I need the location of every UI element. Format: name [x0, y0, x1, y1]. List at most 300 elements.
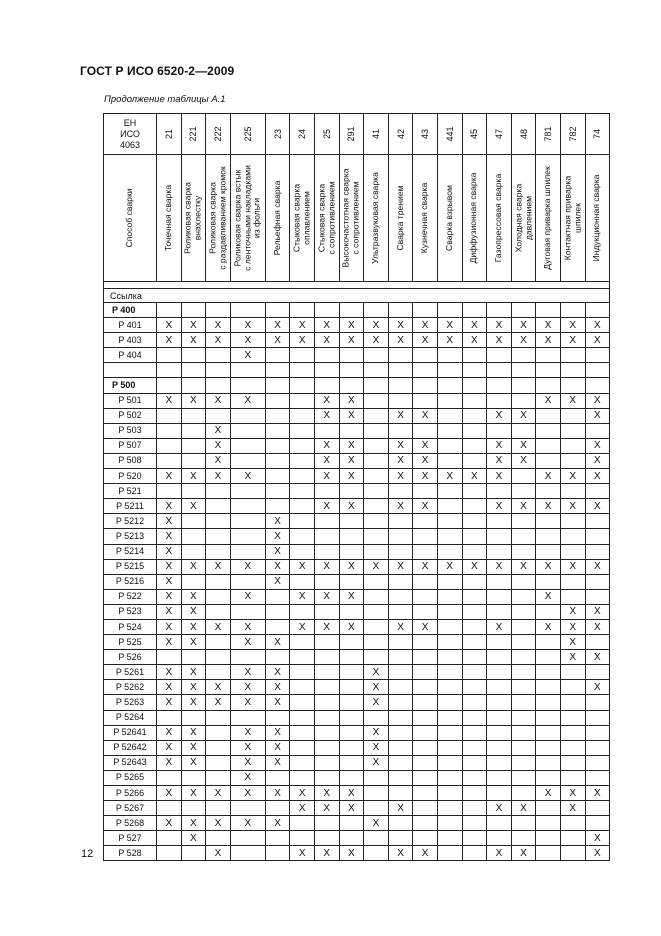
- applicability-mark: X: [520, 455, 527, 467]
- applicability-cell: [206, 801, 231, 816]
- applicability-cell: [206, 786, 231, 801]
- applicability-mark: X: [244, 757, 252, 769]
- reference-code: P 401: [104, 318, 157, 333]
- applicability-mark: X: [520, 319, 527, 331]
- applicability-cell: [206, 680, 231, 695]
- applicability-cell: [314, 695, 339, 710]
- applicability-cell: [487, 469, 512, 484]
- applicability-cell: [230, 438, 265, 453]
- applicability-cell: [585, 514, 610, 529]
- applicability-cell: [339, 529, 364, 544]
- applicability-cell: [181, 740, 206, 755]
- applicability-cell: [339, 665, 364, 680]
- applicability-cell: [536, 619, 561, 634]
- applicability-cell: [388, 559, 413, 574]
- applicability-cell: [181, 544, 206, 559]
- applicability-cell: [157, 529, 182, 544]
- applicability-mark: X: [214, 470, 222, 482]
- applicability-mark: X: [274, 636, 281, 648]
- applicability-cell: [413, 484, 438, 499]
- applicability-cell: [339, 680, 364, 695]
- applicability-cell: [511, 770, 536, 785]
- applicability-cell: [157, 348, 182, 363]
- applicability-mark: X: [520, 334, 527, 346]
- applicability-cell: [290, 469, 315, 484]
- process-name-cell: [437, 155, 462, 282]
- applicability-mark: X: [397, 319, 404, 331]
- process-name-line: Высокочастотная сварка: [340, 168, 351, 268]
- applicability-cell: [314, 680, 339, 695]
- applicability-cell: [437, 846, 462, 861]
- process-name-cell: [487, 155, 512, 282]
- applicability-cell: [388, 378, 413, 393]
- applicability-cell: [487, 589, 512, 604]
- process-name-line: из фольги: [251, 197, 262, 239]
- applicability-cell: [157, 665, 182, 680]
- applicability-cell: [314, 469, 339, 484]
- applicability-cell: [230, 514, 265, 529]
- reference-code: [104, 363, 157, 378]
- applicability-cell: [585, 665, 610, 680]
- applicability-mark: X: [165, 696, 173, 708]
- applicability-cell: [364, 469, 389, 484]
- applicability-cell: [339, 318, 364, 333]
- applicability-cell: [339, 363, 364, 378]
- standard-label-line: ИСО: [120, 128, 140, 139]
- applicability-mark: X: [348, 561, 355, 573]
- applicability-cell: [560, 831, 585, 846]
- applicability-mark: X: [495, 455, 503, 467]
- applicability-cell: [487, 408, 512, 423]
- applicability-cell: [413, 363, 438, 378]
- applicability-cell: [487, 363, 512, 378]
- applicability-cell: [511, 514, 536, 529]
- applicability-cell: [462, 514, 487, 529]
- applicability-cell: [230, 469, 265, 484]
- applicability-cell: [181, 514, 206, 529]
- applicability-mark: X: [348, 802, 355, 814]
- applicability-cell: [265, 544, 290, 559]
- process-code: 225: [242, 126, 253, 142]
- applicability-mark: X: [544, 319, 552, 331]
- process-code: 45: [469, 128, 480, 140]
- applicability-mark: X: [190, 334, 197, 346]
- process-code-cell: [314, 114, 339, 155]
- applicability-cell: [339, 710, 364, 725]
- applicability-cell: [364, 348, 389, 363]
- applicability-cell: [487, 650, 512, 665]
- applicability-cell: [413, 755, 438, 770]
- applicability-mark: X: [421, 440, 429, 452]
- applicability-mark: X: [165, 500, 173, 512]
- applicability-mark: X: [214, 561, 222, 573]
- applicability-cell: [437, 574, 462, 589]
- applicability-cell: [560, 514, 585, 529]
- applicability-cell: [511, 831, 536, 846]
- applicability-cell: [413, 650, 438, 665]
- applicability-cell: [560, 710, 585, 725]
- applicability-mark: X: [397, 802, 404, 814]
- applicability-cell: [314, 544, 339, 559]
- applicability-cell: [206, 423, 231, 438]
- applicability-cell: [290, 650, 315, 665]
- applicability-cell: [230, 303, 265, 318]
- applicability-cell: [437, 363, 462, 378]
- reference-code: P 525: [104, 635, 157, 650]
- applicability-cell: [290, 589, 315, 604]
- applicability-mark: X: [244, 591, 252, 603]
- applicability-mark: X: [397, 410, 404, 422]
- applicability-cell: [157, 574, 182, 589]
- applicability-cell: [290, 665, 315, 680]
- applicability-cell: [511, 544, 536, 559]
- applicability-cell: [585, 589, 610, 604]
- applicability-cell: [536, 514, 561, 529]
- table-row: [104, 423, 610, 438]
- applicability-cell: [265, 393, 290, 408]
- table-row: [104, 725, 610, 740]
- applicability-cell: [181, 770, 206, 785]
- applicability-mark: X: [544, 591, 552, 603]
- applicability-mark: X: [348, 410, 355, 422]
- applicability-cell: [413, 604, 438, 619]
- spacer-cell: [104, 282, 610, 289]
- process-name: [293, 184, 312, 252]
- process-name: [164, 185, 174, 251]
- applicability-cell: [487, 378, 512, 393]
- applicability-cell: [206, 574, 231, 589]
- applicability-mark: X: [165, 515, 173, 527]
- applicability-cell: [290, 544, 315, 559]
- applicability-cell: [437, 393, 462, 408]
- applicability-cell: [585, 453, 610, 468]
- process-code: 782: [567, 126, 578, 142]
- process-code-cell: [511, 114, 536, 155]
- applicability-mark: X: [214, 817, 222, 829]
- applicability-cell: [364, 650, 389, 665]
- applicability-cell: [206, 740, 231, 755]
- applicability-cell: [181, 348, 206, 363]
- applicability-cell: [314, 816, 339, 831]
- applicability-cell: [560, 333, 585, 348]
- applicability-mark: X: [190, 817, 197, 829]
- process-code-cell: [536, 114, 561, 155]
- applicability-cell: [511, 725, 536, 740]
- applicability-cell: [265, 574, 290, 589]
- applicability-cell: [265, 303, 290, 318]
- applicability-cell: [560, 846, 585, 861]
- applicability-mark: X: [470, 334, 478, 346]
- applicability-cell: [314, 393, 339, 408]
- applicability-mark: X: [244, 772, 252, 784]
- applicability-mark: X: [421, 470, 429, 482]
- applicability-cell: [364, 846, 389, 861]
- applicability-mark: X: [190, 787, 197, 799]
- applicability-cell: [413, 393, 438, 408]
- applicability-cell: [585, 755, 610, 770]
- applicability-cell: [230, 544, 265, 559]
- applicability-cell: [388, 695, 413, 710]
- applicability-cell: [181, 469, 206, 484]
- applicability-cell: [157, 423, 182, 438]
- applicability-cell: [339, 499, 364, 514]
- applicability-mark: X: [520, 410, 527, 422]
- applicability-mark: X: [323, 802, 331, 814]
- applicability-mark: X: [214, 847, 222, 859]
- applicability-cell: [413, 801, 438, 816]
- applicability-cell: [157, 318, 182, 333]
- applicability-mark: X: [165, 742, 173, 754]
- applicability-cell: [462, 574, 487, 589]
- applicability-mark: X: [323, 500, 331, 512]
- applicability-mark: X: [190, 832, 197, 844]
- applicability-mark: X: [348, 591, 355, 603]
- applicability-cell: [487, 574, 512, 589]
- applicability-cell: [536, 635, 561, 650]
- applicability-mark: X: [593, 319, 601, 331]
- applicability-cell: [181, 665, 206, 680]
- applicability-mark: X: [593, 500, 601, 512]
- applicability-cell: [388, 740, 413, 755]
- applicability-cell: [181, 831, 206, 846]
- applicability-mark: X: [520, 440, 527, 452]
- applicability-mark: X: [372, 561, 380, 573]
- applicability-cell: [437, 423, 462, 438]
- process-name-line: с раздавливанием кромок: [216, 166, 227, 270]
- applicability-cell: [487, 529, 512, 544]
- applicability-mark: X: [593, 455, 601, 467]
- applicability-mark: X: [397, 440, 404, 452]
- applicability-mark: X: [214, 621, 222, 633]
- applicability-cell: [181, 635, 206, 650]
- applicability-cell: [585, 559, 610, 574]
- process-code-cell: [339, 114, 364, 155]
- applicability-cell: [339, 604, 364, 619]
- applicability-cell: [157, 846, 182, 861]
- applicability-cell: [314, 514, 339, 529]
- standard-label-line: ЕН: [123, 117, 137, 128]
- applicability-cell: [413, 348, 438, 363]
- process-code: 441: [444, 126, 455, 142]
- applicability-cell: [388, 604, 413, 619]
- applicability-cell: [339, 695, 364, 710]
- applicability-cell: [536, 680, 561, 695]
- applicability-cell: [388, 725, 413, 740]
- applicability-cell: [413, 770, 438, 785]
- applicability-cell: [364, 318, 389, 333]
- applicability-cell: [339, 725, 364, 740]
- reference-code: P 5212: [104, 514, 157, 529]
- applicability-cell: [206, 816, 231, 831]
- applicability-cell: [462, 710, 487, 725]
- applicability-cell: [265, 438, 290, 453]
- applicability-cell: [462, 499, 487, 514]
- applicability-mark: X: [372, 666, 380, 678]
- applicability-mark: X: [569, 319, 577, 331]
- applicability-mark: X: [274, 319, 281, 331]
- applicability-cell: [536, 846, 561, 861]
- applicability-cell: [181, 303, 206, 318]
- applicability-cell: [206, 484, 231, 499]
- applicability-cell: [364, 816, 389, 831]
- applicability-mark: X: [421, 561, 429, 573]
- applicability-cell: [560, 303, 585, 318]
- applicability-cell: [265, 635, 290, 650]
- applicability-cell: [388, 348, 413, 363]
- applicability-cell: [388, 831, 413, 846]
- applicability-mark: X: [593, 470, 601, 482]
- applicability-cell: [230, 846, 265, 861]
- applicability-cell: [265, 318, 290, 333]
- applicability-cell: [585, 574, 610, 589]
- applicability-cell: [181, 559, 206, 574]
- applicability-mark: X: [446, 470, 454, 482]
- applicability-cell: [388, 680, 413, 695]
- applicability-cell: [230, 423, 265, 438]
- applicability-cell: [290, 408, 315, 423]
- applicability-mark: X: [165, 395, 173, 407]
- applicability-cell: [206, 619, 231, 634]
- applicability-cell: [560, 423, 585, 438]
- applicability-cell: [437, 559, 462, 574]
- applicability-cell: [181, 378, 206, 393]
- process-name-line: Сварка взрывом: [443, 185, 454, 251]
- applicability-mark: X: [165, 561, 173, 573]
- applicability-cell: [206, 499, 231, 514]
- applicability-cell: [585, 801, 610, 816]
- applicability-cell: [511, 499, 536, 514]
- applicability-cell: [290, 363, 315, 378]
- applicability-cell: [265, 378, 290, 393]
- applicability-cell: [314, 559, 339, 574]
- applicability-cell: [157, 514, 182, 529]
- applicability-mark: X: [593, 847, 601, 859]
- process-name-cell: [462, 155, 487, 282]
- applicability-cell: [560, 574, 585, 589]
- applicability-mark: X: [348, 395, 355, 407]
- applicability-cell: [339, 846, 364, 861]
- reference-code: P 5214: [104, 544, 157, 559]
- applicability-cell: [462, 544, 487, 559]
- applicability-cell: [157, 604, 182, 619]
- applicability-cell: [157, 680, 182, 695]
- reference-code: P 526: [104, 650, 157, 665]
- applicability-cell: [462, 484, 487, 499]
- applicability-cell: [536, 423, 561, 438]
- applicability-cell: [265, 816, 290, 831]
- applicability-cell: [585, 499, 610, 514]
- applicability-cell: [339, 484, 364, 499]
- applicability-cell: [290, 710, 315, 725]
- applicability-mark: X: [544, 500, 552, 512]
- applicability-cell: [536, 438, 561, 453]
- standard-label-line: 4063: [119, 139, 141, 150]
- applicability-mark: X: [446, 561, 454, 573]
- applicability-cell: [314, 484, 339, 499]
- applicability-cell: [437, 604, 462, 619]
- applicability-cell: [290, 484, 315, 499]
- table-row: [104, 816, 610, 831]
- applicability-cell: [157, 393, 182, 408]
- process-code-cell: [364, 114, 389, 155]
- applicability-cell: [437, 635, 462, 650]
- applicability-mark: X: [165, 757, 173, 769]
- applicability-cell: [585, 650, 610, 665]
- applicability-mark: X: [421, 455, 429, 467]
- applicability-cell: [181, 423, 206, 438]
- applicability-cell: [536, 363, 561, 378]
- applicability-cell: [560, 378, 585, 393]
- applicability-cell: [511, 846, 536, 861]
- applicability-cell: [206, 650, 231, 665]
- applicability-cell: [585, 846, 610, 861]
- applicability-cell: [413, 318, 438, 333]
- applicability-cell: [265, 710, 290, 725]
- applicability-cell: [314, 303, 339, 318]
- applicability-cell: [487, 740, 512, 755]
- applicability-cell: [339, 544, 364, 559]
- applicability-cell: [462, 725, 487, 740]
- applicability-cell: [339, 650, 364, 665]
- applicability-mark: X: [165, 727, 173, 739]
- process-code-cell: [181, 114, 206, 155]
- applicability-mark: X: [165, 621, 173, 633]
- applicability-cell: [314, 846, 339, 861]
- applicability-mark: X: [593, 787, 601, 799]
- applicability-cell: [206, 755, 231, 770]
- applicability-cell: [290, 770, 315, 785]
- applicability-cell: [585, 529, 610, 544]
- applicability-cell: [585, 408, 610, 423]
- applicability-cell: [560, 680, 585, 695]
- applicability-mark: X: [470, 470, 478, 482]
- process-name: [342, 168, 361, 267]
- applicability-mark: X: [372, 319, 380, 331]
- applicability-cell: [206, 393, 231, 408]
- applicability-cell: [265, 499, 290, 514]
- process-name: [273, 181, 283, 256]
- applicability-cell: [413, 589, 438, 604]
- table-row: [104, 680, 610, 695]
- applicability-cell: [290, 695, 315, 710]
- applicability-cell: [462, 559, 487, 574]
- applicability-cell: [413, 831, 438, 846]
- applicability-cell: [290, 846, 315, 861]
- process-code: 48: [518, 128, 529, 140]
- process-name: [396, 185, 406, 250]
- table-row: [104, 378, 610, 393]
- applicability-cell: [462, 740, 487, 755]
- applicability-mark: X: [323, 787, 331, 799]
- applicability-cell: [230, 635, 265, 650]
- table-row: [104, 589, 610, 604]
- applicability-cell: [265, 665, 290, 680]
- applicability-cell: [339, 831, 364, 846]
- reference-code: P 528: [104, 846, 157, 861]
- reference-code: P 52642: [104, 740, 157, 755]
- applicability-cell: [230, 453, 265, 468]
- applicability-cell: [462, 363, 487, 378]
- process-code: 42: [395, 128, 406, 140]
- applicability-cell: [157, 786, 182, 801]
- applicability-cell: [462, 318, 487, 333]
- applicability-mark: X: [348, 470, 355, 482]
- process-name-cell: [585, 155, 610, 282]
- applicability-cell: [290, 318, 315, 333]
- applicability-cell: [265, 529, 290, 544]
- applicability-mark: X: [495, 847, 503, 859]
- applicability-cell: [388, 574, 413, 589]
